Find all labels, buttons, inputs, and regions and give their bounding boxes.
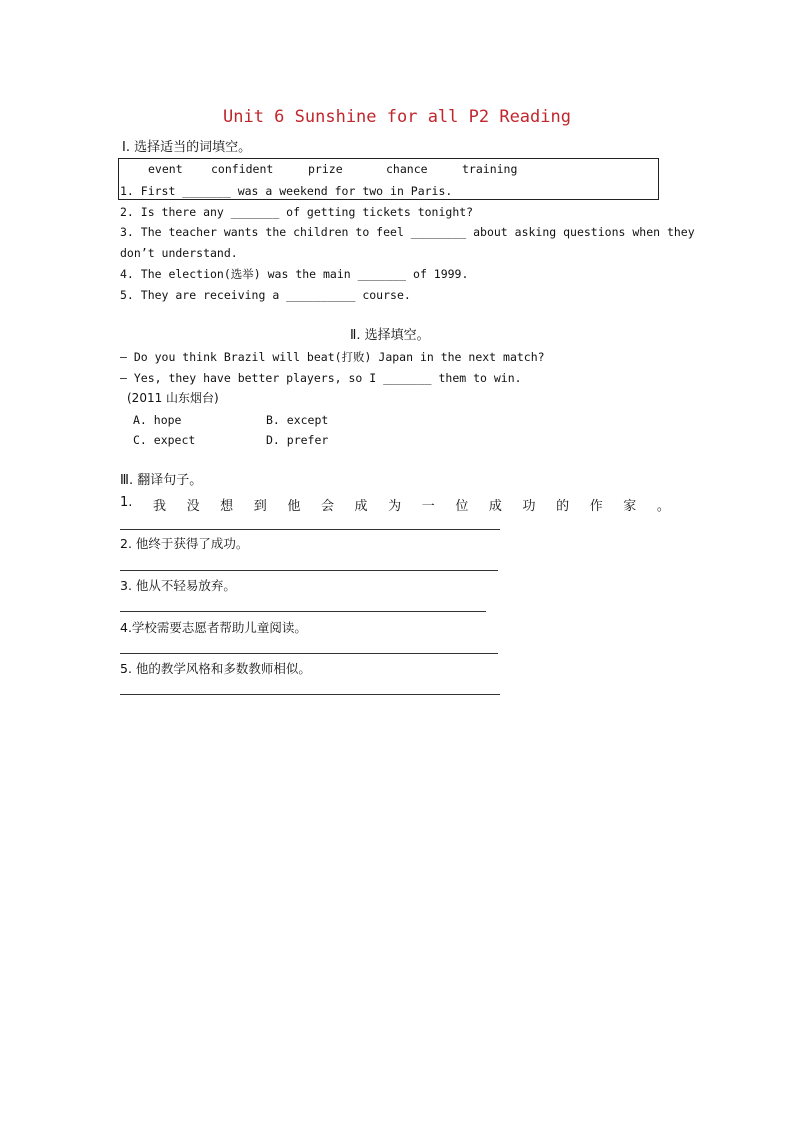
option-a: A. hope: [133, 413, 182, 427]
dialogue-line-1: — Do you think Brazil will beat(打败) Japan in the next match?: [120, 350, 545, 364]
sentence-char: 为: [388, 499, 402, 514]
section2-heading: Ⅱ. 选择填空。: [350, 328, 430, 343]
question-4: 4. The election(选举) was the main _______ of 1999.: [120, 267, 469, 281]
sentence-char: 没: [186, 499, 200, 514]
translation-3: 3. 他从不轻易放弃。: [120, 578, 236, 593]
translation-5: 5. 他的教学风格和多数教师相似。: [120, 661, 311, 676]
section1-heading: Ⅰ. 选择适当的词填空。: [122, 140, 252, 155]
option-c: C. expect: [133, 433, 196, 447]
question-3: 3. The teacher wants the children to feel ________ about asking questions when they: [120, 225, 695, 239]
word-bank-item: event: [148, 162, 183, 176]
word-bank-item: chance: [386, 162, 428, 176]
sentence-char: 成: [354, 499, 368, 514]
section3-heading: Ⅲ. 翻译句子。: [120, 473, 203, 488]
sentence-char: 的: [556, 499, 570, 514]
sentence-char: 。: [656, 499, 670, 514]
word-bank-item: training: [462, 162, 518, 176]
answer-line-2[interactable]: [120, 570, 498, 571]
word-bank-item: confident: [211, 162, 274, 176]
answer-line-1[interactable]: [120, 529, 500, 530]
sentence-char: 家: [623, 499, 637, 514]
sentence-char: 成: [488, 499, 502, 514]
question-source: (2011 山东烟台): [127, 391, 219, 405]
sentence-char: 想: [220, 499, 234, 514]
sentence-char: 功: [522, 499, 536, 514]
translation-1-sentence: [120, 495, 670, 514]
word-bank-item: prize: [308, 162, 343, 176]
question-5: 5. They are receiving a __________ course.: [120, 288, 411, 302]
answer-line-3[interactable]: [120, 611, 486, 612]
dialogue-line-2: — Yes, they have better players, so I _______ them to win.: [120, 371, 522, 385]
question-2: 2. Is there any _______ of getting tickets tonight?: [120, 205, 474, 219]
sentence-char: 会: [320, 499, 334, 514]
sentence-char: 到: [253, 499, 267, 514]
sentence-char: 我: [152, 499, 166, 514]
answer-line-4[interactable]: [120, 653, 498, 654]
sentence-char: 作: [589, 499, 603, 514]
sentence-char: 一: [421, 499, 435, 514]
translation-1-number: 1.: [120, 495, 133, 510]
answer-line-5[interactable]: [120, 694, 500, 695]
question-3-continued: don’t understand.: [120, 246, 238, 260]
option-b: B. except: [266, 413, 329, 427]
page-title: Unit 6 Sunshine for all P2 Reading: [223, 107, 571, 127]
sentence-char: 位: [455, 499, 469, 514]
translation-2: 2. 他终于获得了成功。: [120, 536, 249, 551]
question-1: 1. First _______ was a weekend for two in Paris.: [120, 184, 453, 198]
translation-4: 4.学校需要志愿者帮助儿童阅读。: [120, 620, 307, 635]
sentence-char: 他: [287, 499, 301, 514]
option-d: D. prefer: [266, 433, 329, 447]
